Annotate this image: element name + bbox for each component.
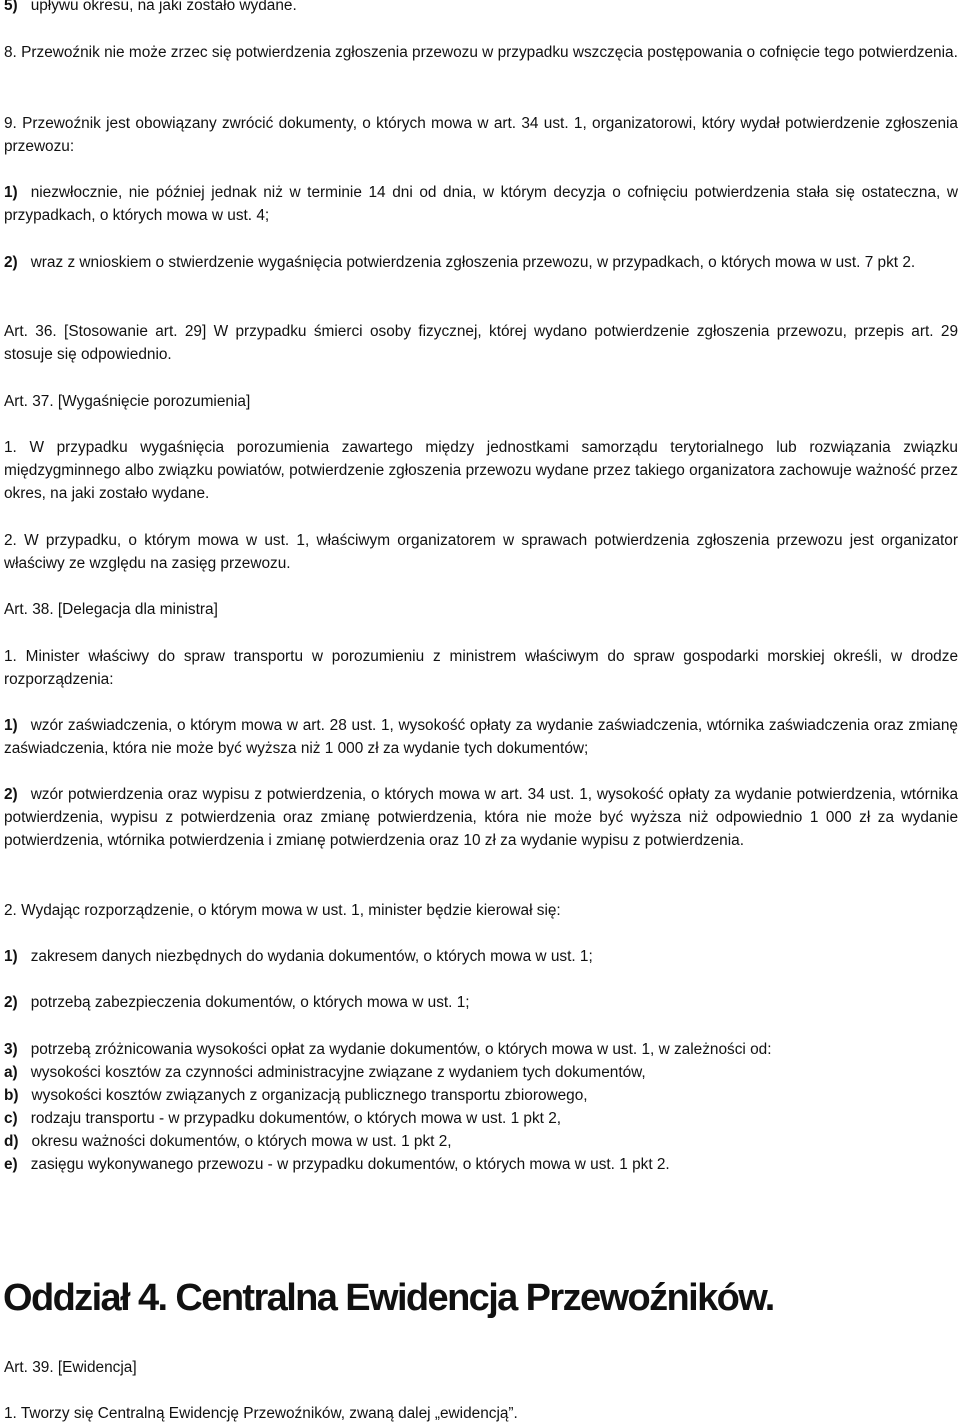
list-number: 2)	[4, 994, 18, 1011]
list-text: potrzebą zróżnicowania wysokości opłat za wydanie dokumentów, o których mowa w ust. 1, w zależności od:	[30, 1041, 772, 1058]
list-text: rodzaju transportu - w przypadku dokumentów, o których mowa w ust. 1 pkt 2,	[30, 1110, 562, 1127]
list-number: 3)	[4, 1041, 18, 1058]
article-38-ust-1: 1. Minister właściwy do spraw transportu w porozumieniu z ministrem właściwym do spraw gospodarki morskiej określi, w drodze rozporządzenia:	[4, 648, 958, 688]
list-text: niezwłocznie, nie później jednak niż w terminie 14 dni od dnia, w którym decyzja o cofnięciu potwierdzenia stała się ostateczna, w przypadkach, o których mowa w ust. 4;	[4, 184, 958, 224]
list-item-5	[4, 0, 958, 17]
sub-item-a	[4, 1061, 958, 1084]
list-number: 2)	[4, 786, 18, 803]
article-39-ust-1: 1. Tworzy się Centralną Ewidencję Przewoźników, zwaną dalej „ewidencją”.	[4, 1405, 518, 1422]
delegation-item-2	[4, 783, 958, 852]
sub-item-b	[4, 1084, 958, 1107]
list-text: upływu okresu, na jaki zostało wydane.	[30, 0, 297, 14]
article-37-ust-2: 2. W przypadku, o którym mowa w ust. 1, właściwym organizatorem w sprawach potwierdzenia zgłoszenia przewozu jest organizator właściwy ze względu na zasięg przewozu.	[4, 532, 958, 572]
list-text: wraz z wnioskiem o stwierdzenie wygaśnięcia potwierdzenia zgłoszenia przewozu, w przypadkach, o których mowa w ust. 7 pkt 2.	[30, 254, 916, 271]
article-38-title: Art. 38. [Delegacja dla ministra]	[4, 601, 218, 618]
list-text: okresu ważności dokumentów, o których mowa w ust. 1 pkt 2,	[31, 1133, 452, 1150]
delegation-item-1	[4, 714, 958, 760]
guideline-item-1	[4, 945, 958, 968]
chapter-heading: Oddział 4. Centralna Ewidencja Przewoźników.	[3, 1277, 774, 1319]
list-letter: d)	[4, 1133, 19, 1150]
list-number: 1)	[4, 717, 18, 734]
list-text: potrzebą zabezpieczenia dokumentów, o których mowa w ust. 1;	[30, 994, 470, 1011]
paragraph-ust-9: 9. Przewoźnik jest obowiązany zwrócić dokumenty, o których mowa w art. 34 ust. 1, organizatorowi, który wydał potwierdzenie zgłoszenia przewozu:	[4, 115, 958, 155]
article-36: Art. 36. [Stosowanie art. 29] W przypadku śmierci osoby fizycznej, której wydano potwierdzenie zgłoszenia przewozu, przepis art. 29 stosuje się odpowiednio.	[4, 323, 958, 363]
sub-item-d	[4, 1130, 958, 1153]
list-number: 1)	[4, 184, 18, 201]
list-item-2	[4, 251, 958, 274]
list-number: 1)	[4, 948, 18, 965]
list-text: wzór zaświadczenia, o którym mowa w art. 28 ust. 1, wysokość opłaty za wydanie zaświadczenia, wtórnika zaświadczenia oraz zmianę zaświadczenia, która nie może być wyższa niż 1 000 zł za wydanie tych dokumentów;	[4, 717, 958, 757]
sub-item-e	[4, 1153, 958, 1176]
list-letter: c)	[4, 1110, 18, 1127]
list-number: 2)	[4, 254, 18, 271]
article-37-title: Art. 37. [Wygaśnięcie porozumienia]	[4, 393, 251, 410]
list-text: wysokości kosztów związanych z organizacją publicznego transportu zbiorowego,	[31, 1087, 588, 1104]
list-text: zasięgu wykonywanego przewozu - w przypadku dokumentów, o których mowa w ust. 1 pkt 2.	[30, 1156, 670, 1173]
guideline-item-3	[4, 1038, 958, 1061]
guideline-item-2	[4, 991, 958, 1014]
list-text: wysokości kosztów za czynności administracyjne związane z wydaniem tych dokumentów,	[30, 1064, 646, 1081]
article-38-ust-2: 2. Wydając rozporządzenie, o którym mowa w ust. 1, minister będzie kierował się:	[4, 902, 561, 919]
article-39-title: Art. 39. [Ewidencja]	[4, 1359, 137, 1376]
paragraph-ust-8: 8. Przewoźnik nie może zrzec się potwierdzenia zgłoszenia przewozu w przypadku wszczęcia postępowania o cofnięcie tego potwierdzenia.	[4, 44, 958, 61]
list-text: wzór potwierdzenia oraz wypisu z potwierdzenia, o których mowa w art. 34 ust. 1, wysokość opłaty za wydanie potwierdzenia, wtórnika potwierdzenia, wypisu z potwierdzenia oraz zmianę potwierdzenia, która nie może być wyższa niż odpowiednio 1 000 zł za wydanie potwierdzenia, wtórnika potwierdzenia i zmianę potwierdzenia oraz 10 zł za wydanie wypisu z potwierdzenia.	[4, 786, 958, 849]
list-letter: a)	[4, 1064, 18, 1081]
sub-item-c	[4, 1107, 958, 1130]
list-letter: e)	[4, 1156, 18, 1173]
list-text: zakresem danych niezbędnych do wydania dokumentów, o których mowa w ust. 1;	[30, 948, 593, 965]
list-number: 5)	[4, 0, 18, 14]
article-37-ust-1: 1. W przypadku wygaśnięcia porozumienia zawartego między jednostkami samorządu terytorialnego lub rozwiązania związku międzygminnego albo związku powiatów, potwierdzenie zgłoszenia przewozu wydane przez takiego organizatora zachowuje ważność przez okres, na jaki zostało wydane.	[4, 439, 958, 502]
list-letter: b)	[4, 1087, 19, 1104]
list-item-1	[4, 181, 958, 227]
